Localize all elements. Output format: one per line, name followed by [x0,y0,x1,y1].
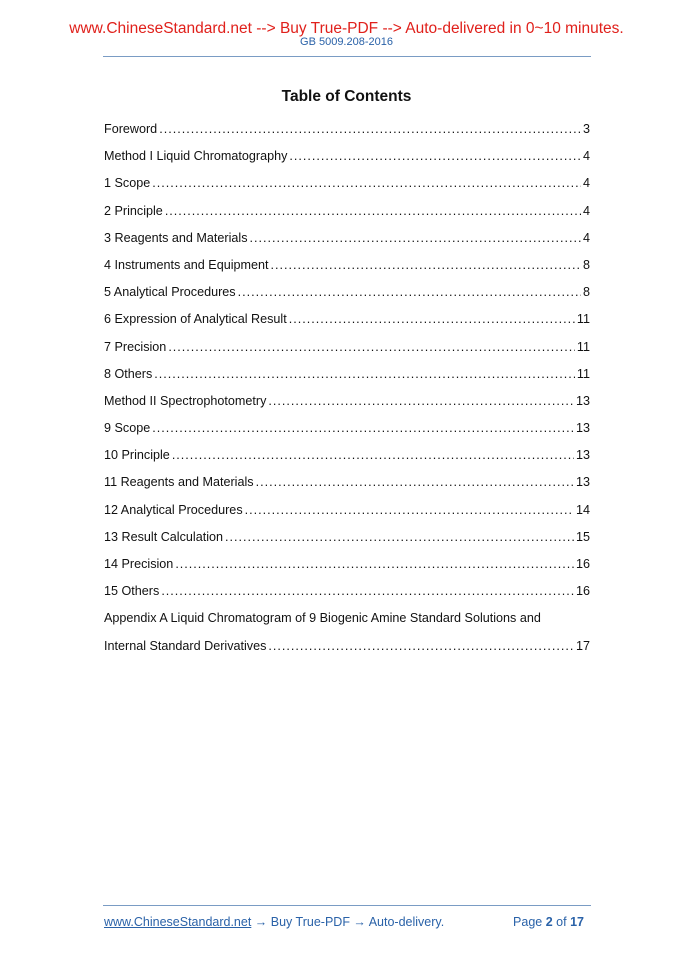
toc-entry-page: 13 [575,393,590,408]
toc-entry-label: 8 Others [104,366,153,381]
toc-entry[interactable] [104,527,590,554]
toc-entry-label: 14 Precision [104,557,174,571]
toc-entry[interactable] [104,173,590,200]
header-divider [103,56,591,57]
toc-entry-label: Method II Spectrophotometry [104,393,267,408]
toc-leader-dots [238,282,581,302]
page-current: 2 [545,915,553,929]
toc-entry-label: Foreword [104,122,158,136]
footer-buy-text: Buy True-PDF [270,915,350,929]
toc-entry-page: 13 [575,475,590,490]
toc-entry[interactable] [104,201,590,228]
toc-leader-dots [268,636,574,656]
toc-entry-page: 13 [575,448,590,463]
footer-site-link[interactable]: www.ChineseStandard.net [104,915,252,929]
toc-entry[interactable] [104,445,590,472]
standard-code: GB 5009.208-2016 [300,36,393,48]
table-of-contents [104,119,590,663]
toc-entry-page: 11 [576,366,590,381]
footer-promo [104,915,444,929]
toc-appendix-line-1[interactable]: Appendix A Liquid Chromatogram of 9 Biogenic Amine Standard Solutions and [104,611,541,626]
footer-arrow-2: → [349,915,369,929]
toc-entry[interactable] [104,391,590,418]
toc-entry-page: 11 [576,339,590,354]
toc-leader-dots [168,337,575,357]
toc-leader-dots [154,364,575,384]
toc-entry-label: 5 Analytical Procedures [104,285,236,300]
toc-entry-label: 13 Result Calculation [104,529,224,544]
toc-title: Table of Contents [281,88,412,105]
toc-entry[interactable] [104,364,590,391]
toc-entry-label: 2 Principle [104,203,163,218]
toc-entry[interactable] [104,554,590,581]
toc-entry-label: 11 Reagents and Materials [104,475,254,490]
toc-entry-page: 16 [575,584,590,599]
toc-leader-dots [271,255,581,275]
toc-entry-page: 4 [582,203,590,218]
toc-entry-page: 8 [582,257,590,272]
toc-entry[interactable] [104,581,590,608]
toc-entry-page: 8 [582,285,590,300]
toc-leader-dots [268,391,574,411]
toc-entry-page: 15 [575,529,590,544]
toc-leader-dots [289,309,575,329]
toc-entry-label: 4 Instruments and Equipment [104,257,269,272]
toc-appendix-entry[interactable] [104,636,590,663]
toc-leader-dots [256,472,574,492]
toc-entry-label: Internal Standard Derivatives [104,638,267,653]
footer-delivery-text: Auto-delivery. [368,915,445,929]
page-footer [104,915,584,929]
toc-entry[interactable] [104,119,590,146]
toc-leader-dots [175,554,574,574]
promo-banner-link[interactable]: www.ChineseStandard.net --> Buy True-PDF --> Auto-delivered in 0~10 minutes. [69,20,624,37]
toc-entry-label: 12 Analytical Procedures [104,502,243,517]
page-label: Page [513,915,543,929]
toc-leader-dots [245,500,574,520]
toc-entry-page: 14 [575,502,590,517]
toc-leader-dots [152,173,581,193]
toc-entry-label: 6 Expression of Analytical Result [104,312,287,327]
toc-entry[interactable] [104,255,590,282]
toc-entry[interactable] [104,500,590,527]
toc-entry-page: 13 [575,421,590,436]
toc-entry-label: Method I Liquid Chromatography [104,149,288,164]
toc-entry-label: 3 Reagents and Materials [104,230,248,245]
toc-entry-label: 9 Scope [104,421,151,436]
toc-entry[interactable] [104,418,590,445]
toc-entry-page: 11 [576,312,590,327]
page-number [513,915,584,929]
toc-leader-dots [289,146,581,166]
toc-entry[interactable] [104,282,590,309]
toc-entry-page: 17 [575,638,590,653]
page-of: of [556,915,567,929]
toc-leader-dots [161,581,574,601]
toc-leader-dots [172,445,574,465]
toc-entry[interactable] [104,146,590,173]
toc-entry[interactable] [104,337,590,364]
toc-entry-page: 3 [582,122,590,136]
toc-leader-dots [159,119,581,139]
footer-divider [103,905,591,906]
toc-entry-page: 4 [582,149,590,164]
toc-leader-dots [152,418,574,438]
toc-entry-page: 4 [582,230,590,245]
toc-entry-label: 15 Others [104,584,160,599]
toc-entry-page: 16 [575,557,590,571]
toc-leader-dots [165,201,581,221]
toc-leader-dots [250,228,581,248]
toc-entry-page: 4 [582,176,590,191]
page-total: 17 [570,915,584,929]
toc-leader-dots [225,527,574,547]
toc-entry[interactable] [104,228,590,255]
footer-arrow-1: → [251,915,271,929]
toc-entry[interactable] [104,309,590,336]
toc-entry-label: 7 Precision [104,339,167,354]
toc-entry-label: 10 Principle [104,448,170,463]
toc-entry[interactable] [104,472,590,499]
toc-entry-label: 1 Scope [104,176,151,191]
